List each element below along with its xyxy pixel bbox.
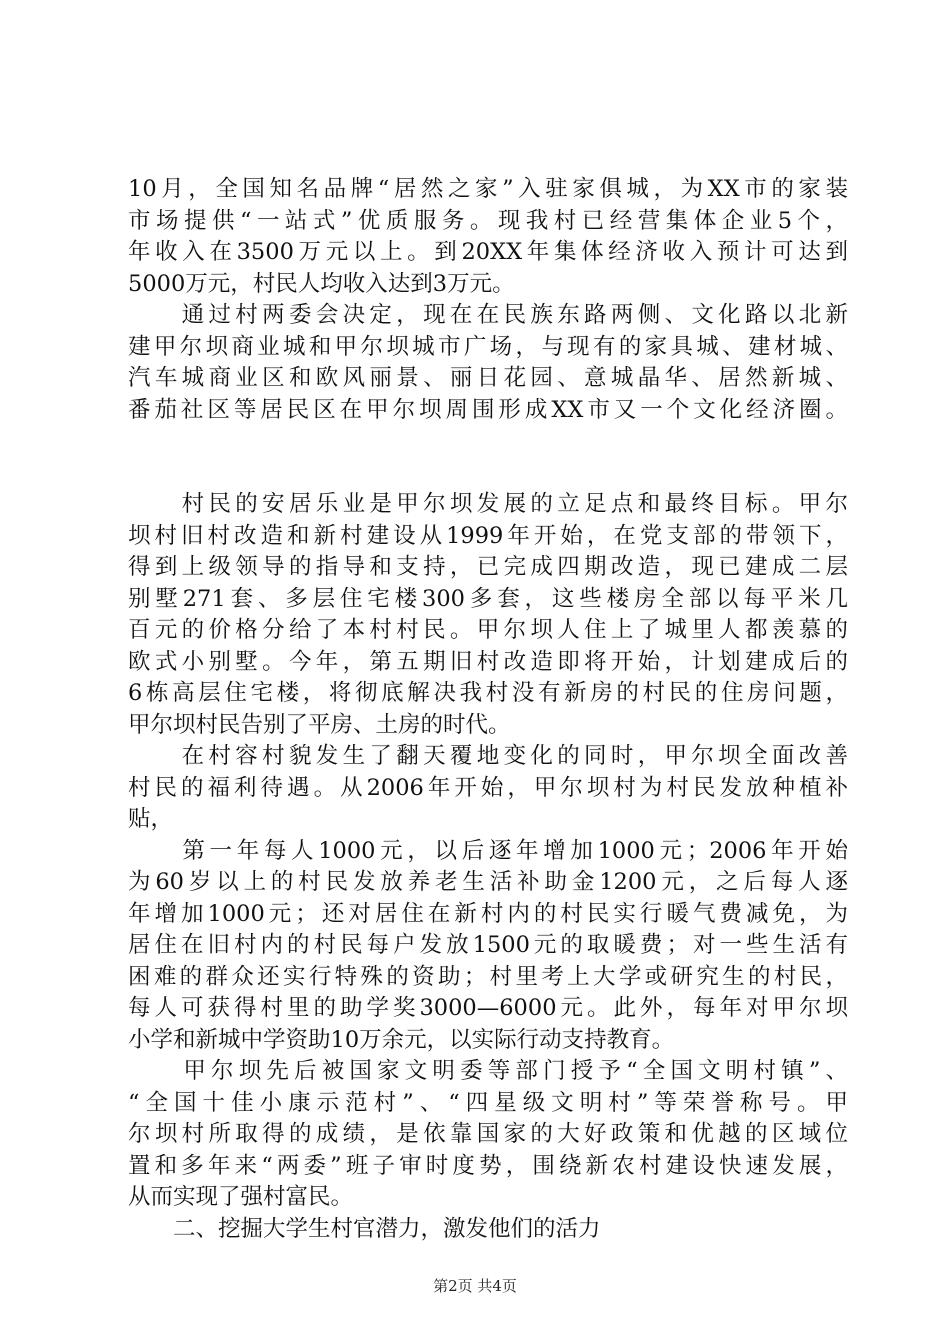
text-line: 年收入在3500万元以上。到20XX年集体经济收入预计可达到 bbox=[128, 239, 848, 265]
text-line: 番茄社区等居民区在甲尔坝周围形成XX市又一个文化经济圈。 bbox=[128, 396, 848, 423]
text-line: 村民的安居乐业是甲尔坝发展的立足点和最终目标。甲尔 bbox=[128, 491, 848, 517]
page-footer bbox=[0, 1276, 950, 1296]
text-line: 5000万元，村民人均收入达到3万元。 bbox=[128, 270, 515, 297]
document-body bbox=[128, 174, 848, 1245]
text-line: 得到上级领导的指导和支持，已完成四期改造，现已建成二层 bbox=[128, 554, 848, 580]
paragraph-1 bbox=[128, 174, 848, 300]
text-line: 欧式小别墅。今年，第五期旧村改造即将开始，计划建成后的 bbox=[128, 648, 848, 675]
text-line: 甲尔坝先后被国家文明委等部门授予“全国文明村镇”、 bbox=[128, 1058, 848, 1084]
text-line: 汽车城商业区和欧风丽景、丽日花园、意城晶华、居然新城、 bbox=[128, 365, 848, 391]
text-line: “全国十佳小康示范村”、“四星级文明村”等荣誉称号。甲 bbox=[128, 1089, 848, 1116]
text-line: 年增加1000元；还对居住在新村内的村民实行暖气费减免，为 bbox=[128, 900, 848, 927]
text-line: 在村容村貌发生了翻天覆地变化的同时，甲尔坝全面改善 bbox=[128, 743, 848, 769]
text-line: 6栋高层住宅楼，将彻底解决我村没有新房的村民的住房问题， bbox=[128, 680, 848, 706]
text-line: 通过村两委会决定，现在在民族东路两侧、文化路以北新 bbox=[128, 302, 848, 328]
text-line: 建甲尔坝商业城和甲尔坝城市广场，与现有的家具城、建材城、 bbox=[128, 333, 848, 360]
paragraph-3 bbox=[128, 489, 848, 741]
paragraph-4 bbox=[128, 741, 848, 836]
text-line: 市场提供“一站式”优质服务。现我村已经营集体企业5个， bbox=[128, 207, 848, 234]
text-line: 困难的群众还实行特殊的资助；村里考上大学或研究生的村民， bbox=[128, 963, 848, 990]
text-line: 从而实现了强村富民。 bbox=[128, 1184, 354, 1210]
text-line: 别墅271套、多层住宅楼300多套，这些楼房全部以每平米几 bbox=[128, 585, 848, 612]
text-line: 第一年每人1000元，以后逐年增加1000元；2006年开始 bbox=[128, 837, 848, 864]
paragraph-6 bbox=[128, 1056, 848, 1214]
paragraph-gap bbox=[128, 426, 848, 489]
text-line: 坝村旧村改造和新村建设从1999年开始，在党支部的带领下， bbox=[128, 522, 848, 549]
text-line: 每人可获得村里的助学奖3000—6000元。此外，每年对甲尔坝 bbox=[128, 995, 848, 1021]
paragraph-5 bbox=[128, 836, 848, 1057]
text-line: 贴， bbox=[128, 806, 174, 832]
text-line: 置和多年来“两委”班子审时度势，围绕新农村建设快速发展， bbox=[128, 1152, 848, 1179]
paragraph-2 bbox=[128, 300, 848, 426]
text-line: 甲尔坝村民告别了平房、土房的时代。 bbox=[128, 711, 511, 738]
text-line: 小学和新城中学资助10万余元，以实际行动支持教育。 bbox=[128, 1026, 675, 1053]
text-line: 10月，全国知名品牌“居然之家”入驻家俱城，为XX市的家装 bbox=[128, 176, 848, 202]
section-heading: 二、挖掘大学生村官潜力，激发他们的活力 bbox=[128, 1215, 601, 1242]
text-line: 尔坝村所取得的成绩，是依靠国家的大好政策和优越的区域位 bbox=[128, 1121, 848, 1147]
text-line: 百元的价格分给了本村村民。甲尔坝人住上了城里人都羡慕的 bbox=[128, 617, 848, 643]
text-line: 为60岁以上的村民发放养老生活补助金1200元，之后每人逐 bbox=[128, 869, 848, 895]
text-line: 村民的福利待遇。从2006年开始，甲尔坝村为村民发放种植补 bbox=[128, 774, 848, 801]
page-number: 第2页 共4页 bbox=[433, 1277, 517, 1295]
text-line: 居住在旧村内的村民每户发放1500元的取暖费；对一些生活有 bbox=[128, 932, 848, 958]
